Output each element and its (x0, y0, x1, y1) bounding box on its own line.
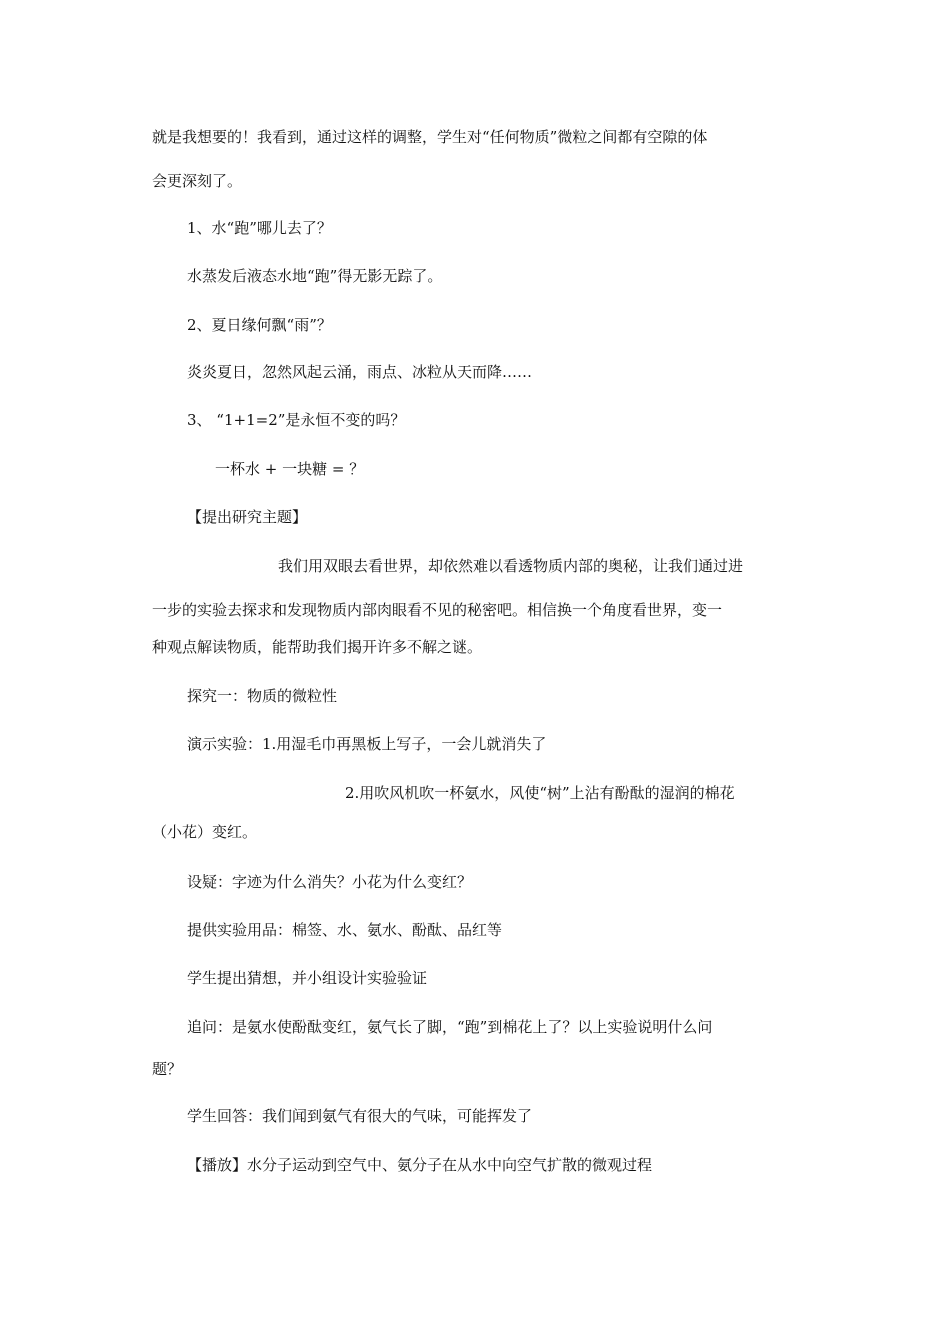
text-line: 学生回答：我们闻到氨气有很大的气味，可能挥发了 (187, 1107, 533, 1125)
text-line: 就是我想要的！我看到，通过这样的调整，学生对“任何物质”微粒之间都有空隙的体 (152, 128, 708, 146)
text-line: 一步的实验去探求和发现物质内部肉眼看不见的秘密吧。相信换一个角度看世界，变一 (152, 601, 723, 619)
text-line: 水蒸发后液态水地“跑”得无影无踪了。 (187, 267, 443, 285)
section-heading: 【提出研究主题】 (187, 508, 308, 526)
list-item: 3、 “1+1=2”是永恒不变的吗？ (187, 411, 406, 429)
text-line: 会更深刻了。 (152, 172, 243, 190)
list-item: 1、水“跑”哪儿去了？ (187, 219, 332, 237)
text-line: 题？ (152, 1060, 183, 1078)
text-line: 演示实验：1.用湿毛巾再黑板上写子，一会儿就消失了 (187, 735, 547, 753)
text-line: 一杯水 + 一块糖 = ？ (215, 460, 365, 478)
text-line: 炎炎夏日，忽然风起云涌，雨点、冰粒从天而降…… (187, 363, 533, 381)
text-line: 学生提出猜想，并小组设计实验验证 (187, 969, 428, 987)
text-line: 探究一：物质的微粒性 (187, 687, 338, 705)
text-line: 追问：是氨水使酚酞变红，氨气长了脚，“跑”到棉花上了？以上实验说明什么问 (187, 1018, 713, 1036)
text-line: 我们用双眼去看世界，却依然难以看透物质内部的奥秘，让我们通过进 (278, 557, 744, 575)
list-item: 2、夏日缘何飘“雨”？ (187, 316, 332, 334)
text-line: 设疑：字迹为什么消失？小花为什么变红？ (187, 873, 473, 891)
text-line: 种观点解读物质，能帮助我们揭开许多不解之谜。 (152, 638, 483, 656)
text-line: 2.用吹风机吹一杯氨水，风使“树”上沾有酚酞的湿润的棉花 (345, 784, 735, 802)
text-line: （小花）变红。 (152, 823, 258, 841)
text-line: 提供实验用品：棉签、水、氨水、酚酞、品红等 (187, 921, 503, 939)
text-line: 【播放】水分子运动到空气中、氨分子在从水中向空气扩散的微观过程 (187, 1156, 653, 1174)
